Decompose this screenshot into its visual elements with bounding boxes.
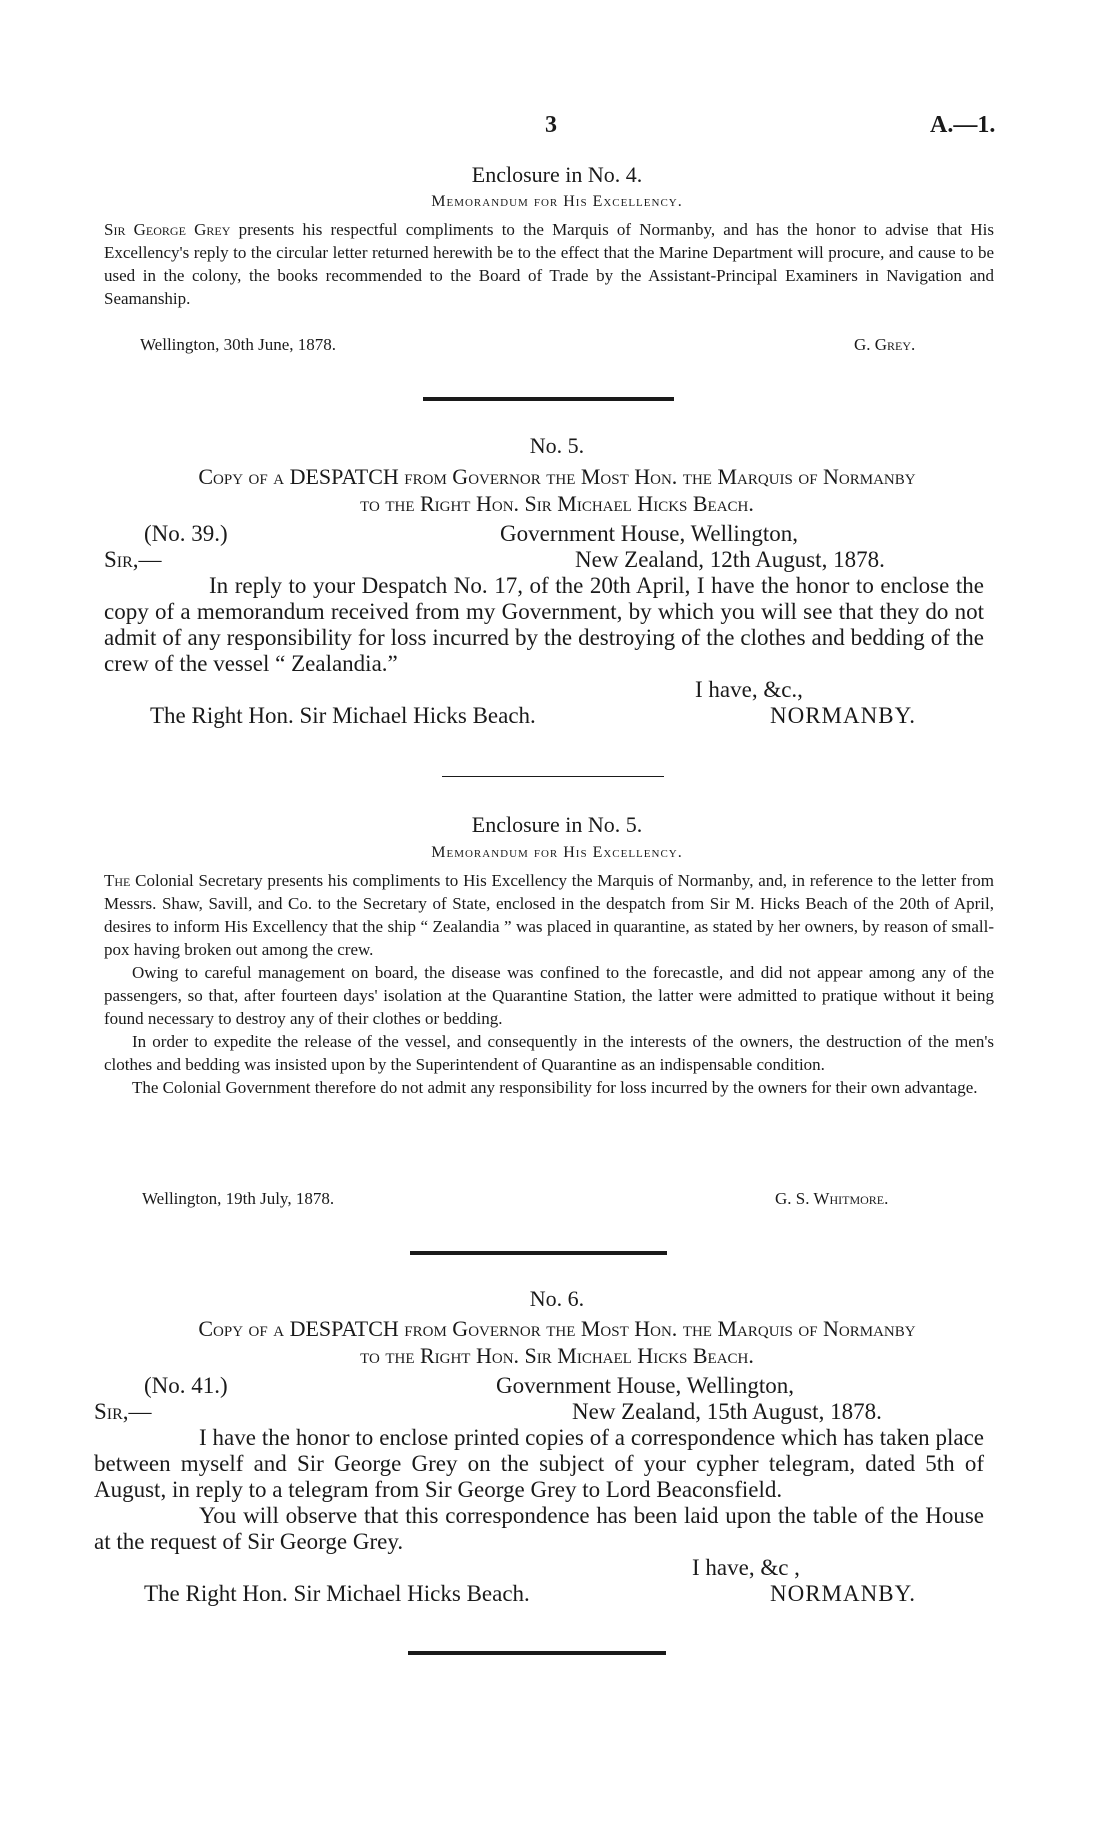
enclosure-4-signature: G. Grey.	[854, 335, 916, 354]
enclosure-4-title: Enclosure in No. 4.	[471, 162, 643, 187]
despatch-6-title-line1: Copy of a DESPATCH from Governor the Most Hon. the Marquis of Normanby	[198, 1316, 916, 1341]
enclosure-4-text: presents his respectful compliments to the Marquis of Normanby, and has the honor to advise that His Excellency's reply to the circular letter returned herewith be to the effect that the Marine Department will procure, and cause to be used in the colony, the books recommended to the Board of Trade by the Assistant-Principal Examiners in Navigation and Seamanship.	[104, 220, 995, 308]
enclosure-5-memorandum	[104, 869, 994, 1099]
despatch-5-address-line2: New Zealand, 12th August, 1878.	[575, 547, 885, 572]
despatch-5-body: In reply to your Despatch No. 17, of the 20th April, I have the honor to enclose the copy of a memorandum received from my Government, by which you will see that they do not admit of any responsibility for loss incurred by the destroying of the clothes and bedding of the crew of the vessel “ Zealandia.”	[104, 573, 984, 676]
despatch-5-reference: (No. 39.)	[144, 521, 228, 546]
despatch-6-address-line1: Government House, Wellington,	[496, 1373, 794, 1398]
divider-rule	[423, 397, 674, 401]
despatch-6-closing: I have, &c ,	[692, 1555, 800, 1580]
divider-rule	[408, 1651, 666, 1655]
enclosure-5-lead: The	[104, 871, 131, 890]
despatch-6-paragraph-2: You will observe that this correspondence has been laid upon the table of the House at the request of Sir George Grey.	[94, 1503, 984, 1554]
enclosure-4-lead: Sir George Grey	[104, 220, 231, 239]
enclosure-5-paragraph-1: Colonial Secretary presents his compliments to His Excellency the Marquis of Normanby, and, in reference to the letter from Messrs. Shaw, Savill, and Co. to the Secretary of State, enclosed in the despatch from Sir M. Hicks Beach of the 20th of April, desires to inform His Excellency that the ship “ Zealandia ” was placed in quarantine, as stated by her owners, by reason of small-pox having broken out among the crew.	[104, 871, 994, 959]
despatch-5-title-line2: to the Right Hon. Sir Michael Hicks Beach.	[360, 491, 754, 516]
divider-rule	[442, 776, 664, 777]
despatch-5-salutation: Sir,—	[104, 547, 162, 572]
enclosure-5-title: Enclosure in No. 5.	[471, 812, 643, 837]
despatch-6-paragraph-1: I have the honor to enclose printed copies of a correspondence which has taken place between myself and Sir George Grey on the subject of your cypher telegram, dated 5th of August, in reply to a telegram from Sir George Grey to Lord Beaconsfield.	[94, 1425, 984, 1502]
enclosure-5-signature: G. S. Whitmore.	[775, 1189, 889, 1208]
despatch-6-signature: NORMANBY.	[770, 1581, 916, 1606]
despatch-6-body	[94, 1425, 984, 1555]
despatch-5-heading: No. 5.	[529, 433, 585, 458]
despatch-6-heading: No. 6.	[529, 1286, 585, 1311]
enclosure-5-paragraph-3: In order to expedite the release of the vessel, and consequently in the interests of the owners, the destruction of the men's clothes and bedding was insisted upon by the Superintendent of Quarantine as an indispensable condition.	[104, 1032, 994, 1074]
despatch-5-signature: NORMANBY.	[770, 703, 916, 728]
despatch-5-closing: I have, &c.,	[695, 677, 803, 702]
despatch-6-reference: (No. 41.)	[144, 1373, 228, 1398]
page-number: 3	[545, 112, 557, 138]
enclosure-4-memorandum	[104, 218, 994, 310]
enclosure-4-subtitle: Memorandum for His Excellency.	[431, 193, 683, 210]
enclosure-5-date: Wellington, 19th July, 1878.	[142, 1189, 335, 1208]
despatch-6-title-line2: to the Right Hon. Sir Michael Hicks Beach.	[360, 1343, 754, 1368]
despatch-5-addressee: The Right Hon. Sir Michael Hicks Beach.	[150, 703, 536, 728]
divider-rule	[410, 1251, 667, 1255]
despatch-6-addressee: The Right Hon. Sir Michael Hicks Beach.	[144, 1581, 530, 1606]
enclosure-4-date: Wellington, 30th June, 1878.	[140, 335, 337, 354]
enclosure-5-paragraph-4: The Colonial Government therefore do not admit any responsibility for loss incurred by the owners for their own advantage.	[132, 1078, 978, 1097]
despatch-6-salutation: Sir,—	[94, 1399, 152, 1424]
series-number: A.—1.	[930, 112, 996, 138]
despatch-5-title-line1: Copy of a DESPATCH from Governor the Most Hon. the Marquis of Normanby	[198, 464, 916, 489]
despatch-6-address-line2: New Zealand, 15th August, 1878.	[572, 1399, 882, 1424]
enclosure-5-subtitle: Memorandum for His Excellency.	[431, 844, 683, 861]
despatch-5-address-line1: Government House, Wellington,	[500, 521, 798, 546]
enclosure-5-paragraph-2: Owing to careful management on board, the disease was confined to the forecastle, and did not appear among any of the passengers, so that, after fourteen days' isolation at the Quarantine Station, the latter were admitted to pratique without it being found necessary to destroy any of their clothes or bedding.	[104, 963, 994, 1028]
